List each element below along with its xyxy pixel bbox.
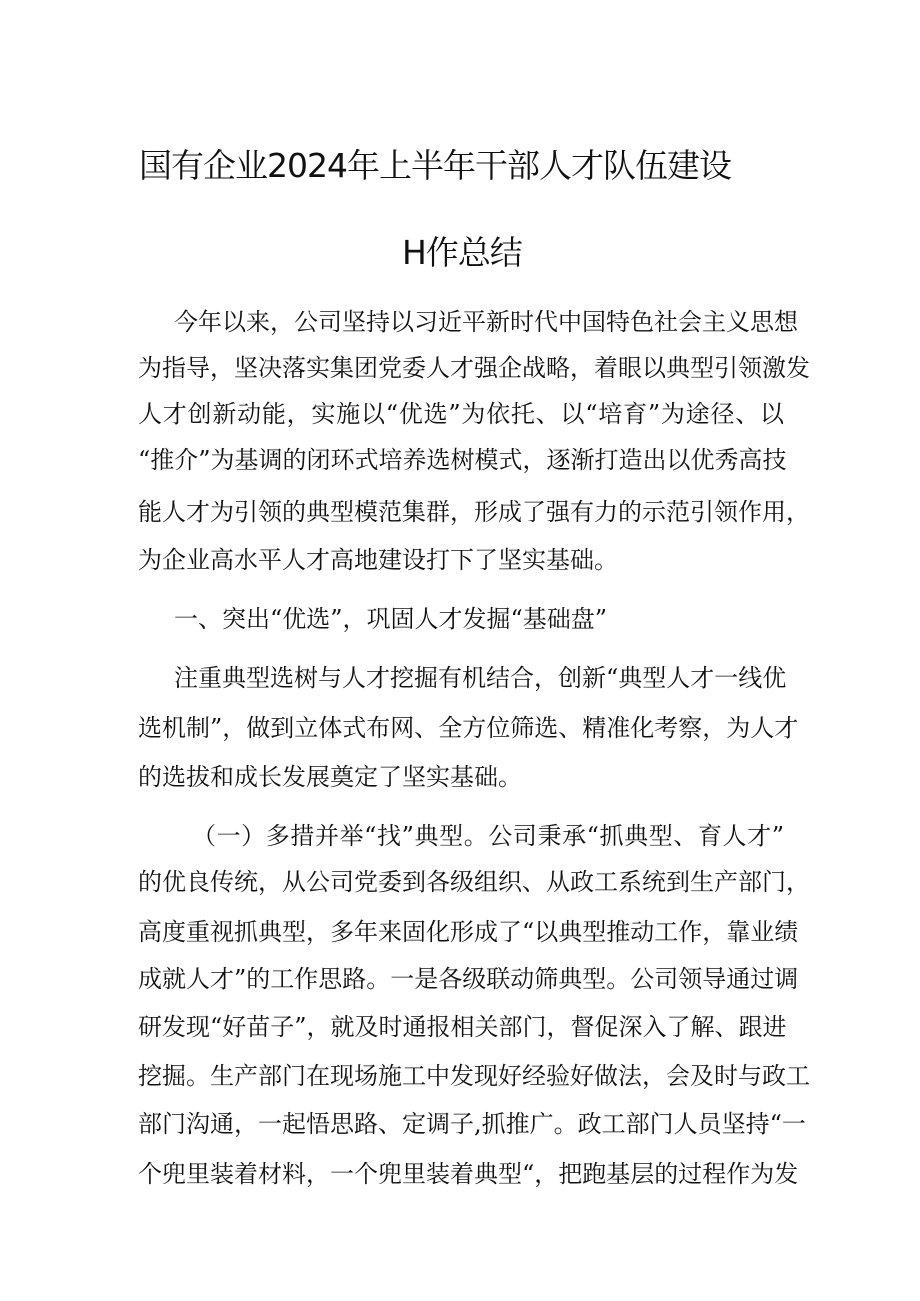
body-line: 的优良传统，从公司党委到各级组织、从政工系统到生产部门， [138, 868, 810, 896]
body-line: 挖掘。生产部门在现场施工中发现好经验好做法，会及时与政工 [138, 1062, 810, 1090]
body-line: “推介”为基调的闭环式培养选树模式，逐渐打造出以优秀高技 [138, 446, 787, 474]
document-title-line-1: 国有企业2024年上半年干部人才队伍建设 [139, 146, 731, 185]
body-line: 成就人才”的工作思路。一是各级联动筛典型。公司领导通过调 [138, 965, 799, 993]
body-line: 的选拔和成长发展奠定了坚实基础。 [138, 763, 522, 791]
body-line: 为指导，坚决落实集团党委人才强企战略，着眼以典型引领激发 [138, 354, 810, 382]
body-line: 个兜里装着材料，一个兜里装着典型“，把跑基层的过程作为发 [138, 1160, 799, 1188]
body-line: （一）多措并举“找”典型。公司秉承“抓典型、育人才” [192, 822, 784, 850]
body-line: 部门沟通，一起悟思路、定调子,抓推广。政工部门人员坚持“一 [138, 1110, 806, 1138]
body-line: 能人才为引领的典型模范集群，形成了强有力的示范引领作用， [138, 498, 810, 526]
body-line: 选机制”，做到立体式布网、全方位筛选、精准化考察，为人才 [138, 714, 799, 742]
body-line: 人才创新动能，实施以“优选”为依托、以“培育”为途径、以 [138, 400, 784, 428]
section-heading: 一、突出“优选”，巩固人才发掘“基础盘” [174, 605, 608, 633]
body-line: 为企业高水平人才高地建设打下了坚实基础。 [138, 546, 618, 574]
body-line: 注重典型选树与人才挖掘有机结合，创新“典型人才一线优 [174, 664, 787, 692]
body-line: 高度重视抓典型，多年来固化形成了“以典型推动工作，靠业绩 [138, 918, 799, 946]
body-line: 今年以来，公司坚持以习近平新时代中国特色社会主义思想 [174, 308, 798, 336]
body-line: 研发现“好苗子”，就及时通报相关部门，督促深入了解、跟进 [138, 1013, 787, 1041]
document-title-line-2: H作总结 [402, 233, 522, 272]
